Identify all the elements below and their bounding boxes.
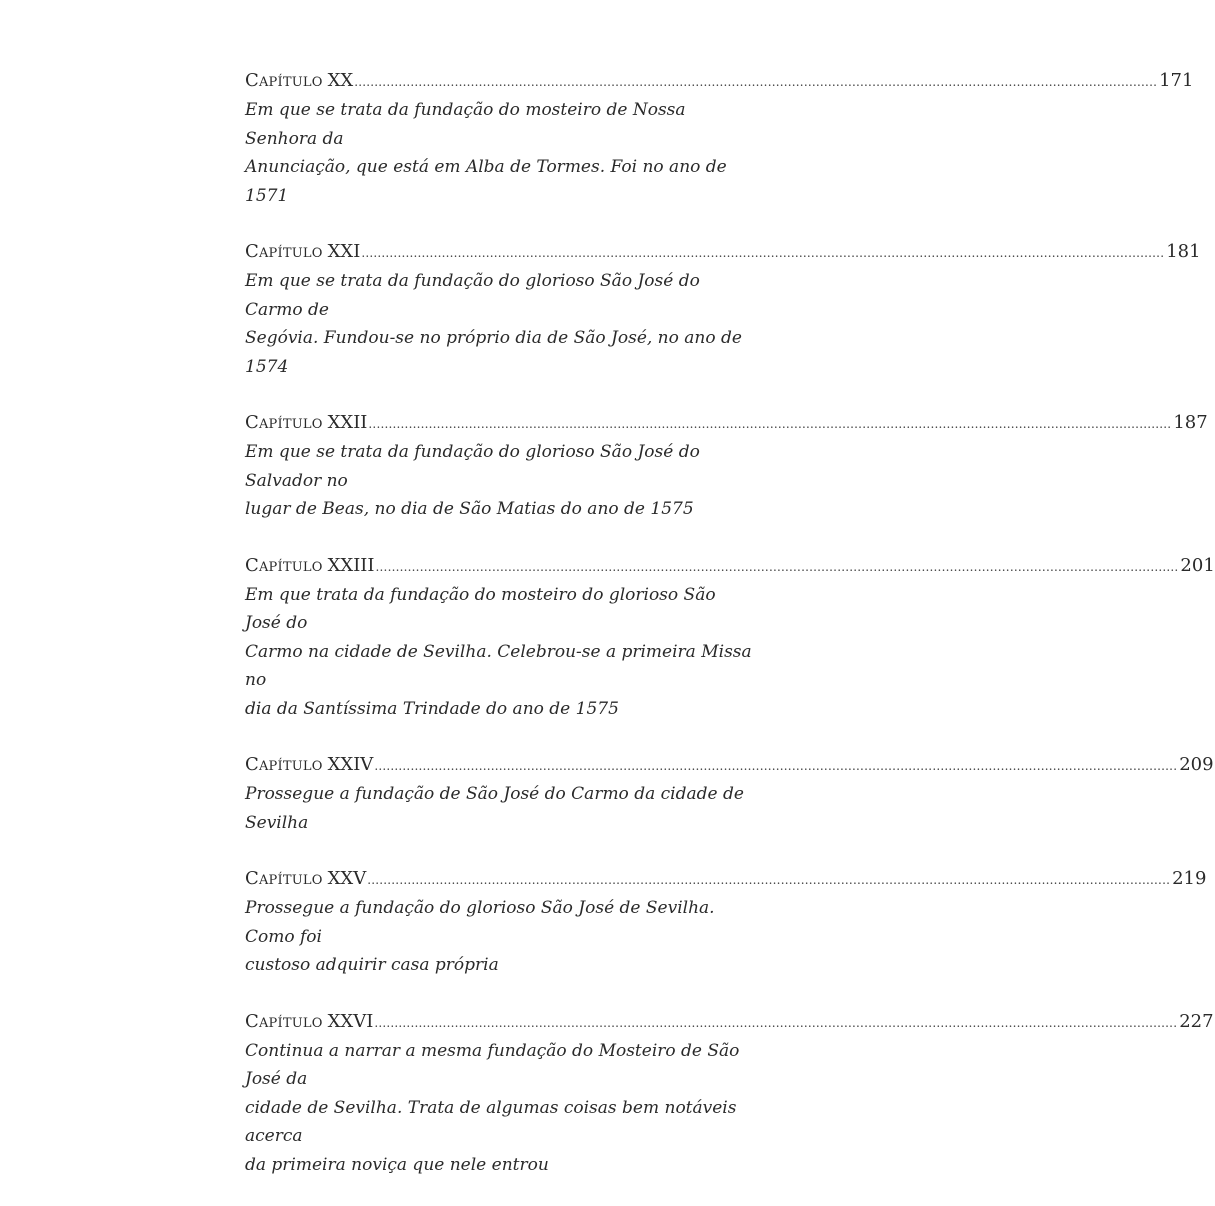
chapter-number: XXV	[327, 868, 367, 889]
description-line: Anunciação, que está em Alba de Tormes. Foi no ano de 1571	[245, 157, 727, 206]
description-line: Continua a narrar a mesma fundação do Mosteiro de São José da	[245, 1040, 740, 1089]
toc-entry-heading	[245, 864, 1207, 894]
chapter-number: XXI	[327, 241, 361, 262]
toc-entry-heading	[245, 750, 1214, 780]
chapter-number: XXII	[327, 412, 368, 433]
page-number: 181	[1166, 241, 1201, 262]
description-line: Prossegue a fundação do glorioso São José de Sevilha. Como foi	[245, 898, 715, 947]
chapter-label: Capítulo	[245, 554, 323, 576]
description-line: cidade de Sevilha. Trata de algumas coisas bem notáveis acerca	[245, 1097, 737, 1146]
chapter-number: XXVI	[327, 1010, 374, 1032]
toc-entry-heading	[245, 237, 1201, 267]
description-line: Carmo na cidade de Sevilha. Celebrou-se a primeira Missa no	[245, 641, 752, 690]
chapter-number: XXIII	[327, 554, 375, 576]
dot-leader: ........................................................................................................................................................................................................	[374, 759, 1178, 773]
toc-entry-heading	[245, 66, 1194, 96]
chapter-label: Capítulo	[245, 241, 323, 262]
table-of-contents	[245, 66, 1215, 1206]
chapter-label: Capítulo	[245, 754, 323, 775]
description-line: dia da Santíssima Trindade do ano de 1575	[245, 698, 619, 719]
toc-entry-heading	[245, 1007, 1214, 1037]
description-line: Em que se trata da fundação do glorioso São José do Carmo de	[245, 271, 700, 320]
description-line: Segóvia. Fundou-se no próprio dia de São José, no ano de 1574	[245, 328, 742, 377]
dot-leader: ........................................................................................................................................................................................................	[375, 559, 1179, 574]
chapter-description	[245, 780, 753, 837]
description-line: Em que se trata da fundação do glorioso São José do Salvador no	[245, 442, 700, 491]
dot-leader: ........................................................................................................................................................................................................	[354, 75, 1158, 89]
chapter-description	[245, 96, 753, 210]
toc-entry-xxii[interactable]	[245, 408, 1208, 524]
description-line: custoso adquirir casa própria	[245, 955, 499, 975]
description-line: da primeira noviça que nele entrou	[245, 1154, 549, 1175]
toc-entry-xxiii[interactable]	[245, 551, 1215, 724]
toc-entry-xx[interactable]	[245, 66, 1194, 210]
page-number: 227	[1179, 1010, 1214, 1032]
toc-entry-heading	[245, 408, 1208, 438]
chapter-label: Capítulo	[245, 70, 323, 91]
toc-entry-xxvi[interactable]	[245, 1007, 1214, 1180]
description-line: Em que trata da fundação do mosteiro do glorioso São José do	[245, 584, 716, 633]
chapter-description	[245, 438, 753, 524]
chapter-label: Capítulo	[245, 868, 323, 889]
toc-entry-xxiv[interactable]	[245, 750, 1214, 837]
toc-entry-xxv[interactable]	[245, 864, 1207, 980]
dot-leader: ........................................................................................................................................................................................................	[368, 417, 1172, 431]
description-line: Prossegue a fundação de São José do Carmo da cidade de Sevilha	[245, 784, 744, 833]
page-number: 201	[1180, 554, 1215, 576]
description-line: lugar de Beas, no dia de São Matias do ano de 1575	[245, 499, 694, 519]
chapter-description	[245, 1037, 753, 1180]
chapter-label: Capítulo	[245, 412, 323, 433]
chapter-description	[245, 267, 753, 381]
page-number: 171	[1159, 70, 1194, 91]
page-number: 219	[1172, 868, 1207, 889]
chapter-number: XXIV	[327, 754, 374, 775]
toc-entry-xxi[interactable]	[245, 237, 1201, 381]
chapter-description	[245, 894, 753, 980]
chapter-label: Capítulo	[245, 1010, 323, 1032]
chapter-description	[245, 581, 753, 724]
description-line: Em que se trata da fundação do mosteiro de Nossa Senhora da	[245, 100, 686, 149]
dot-leader: ........................................................................................................................................................................................................	[374, 1015, 1178, 1030]
page-number: 187	[1173, 412, 1208, 433]
chapter-number: XX	[327, 70, 354, 91]
page-number: 209	[1179, 754, 1214, 775]
dot-leader: ........................................................................................................................................................................................................	[361, 246, 1165, 260]
dot-leader: ........................................................................................................................................................................................................	[367, 873, 1171, 887]
toc-entry-heading	[245, 551, 1215, 581]
